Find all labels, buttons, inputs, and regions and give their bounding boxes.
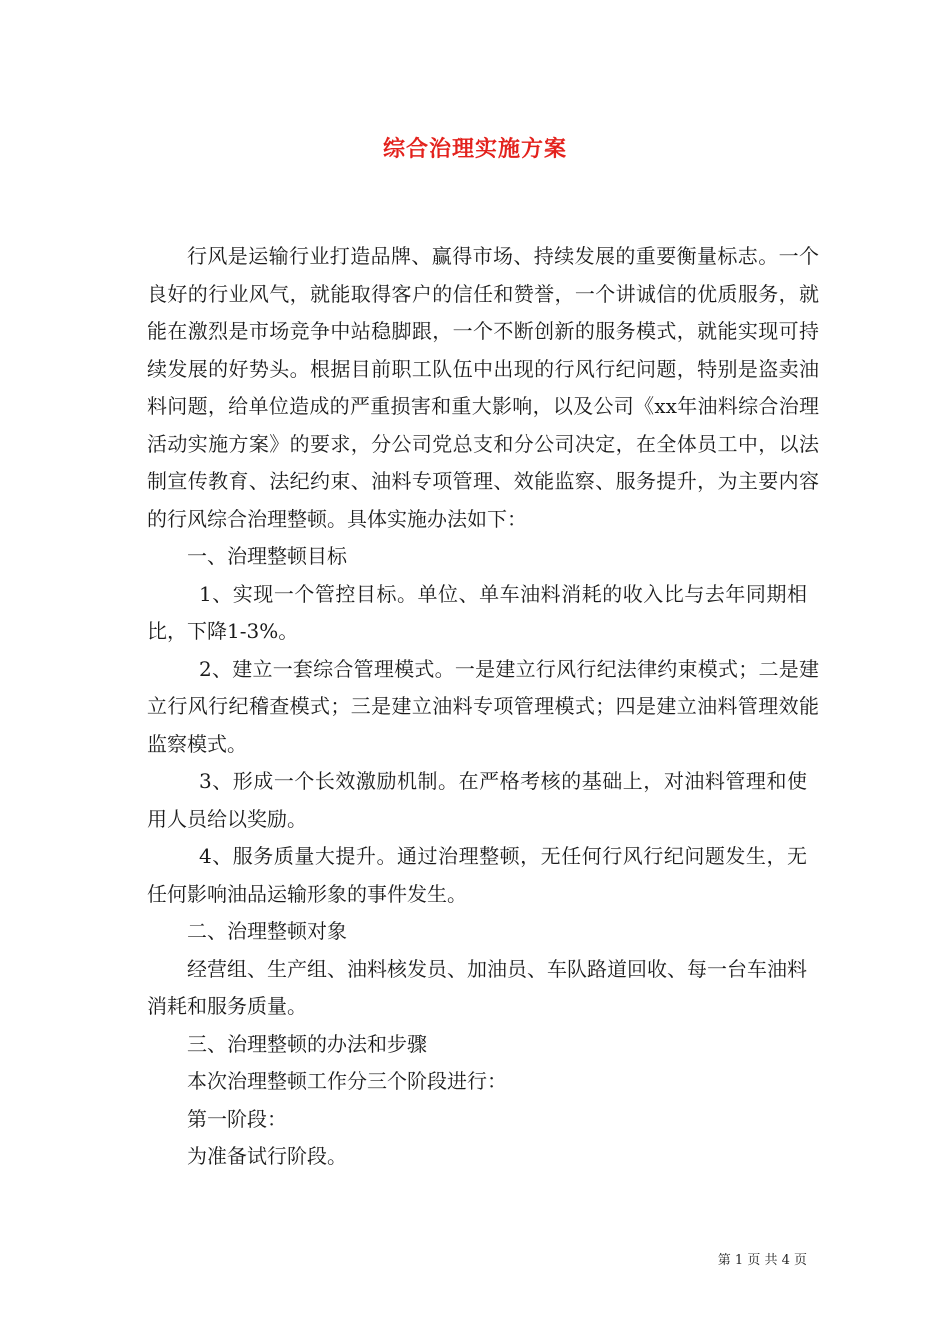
paragraph-stages: 本次治理整顿工作分三个阶段进行： [187,1069,507,1093]
paragraph-targets: 经营组、生产组、油料核发员、加油员、车队路道回收、每一台车油料消耗和服务质量。 [147,956,807,1018]
list-item-goal-1: 1、实现一个管控目标。单位、单车油料消耗的收入比与去年同期相比，下降1-3%。 [147,581,807,643]
list-item-goal-2: 2、建立一套综合管理模式。一是建立行风行纪法律约束模式；二是建立行风行纪稽查模式；三是建立油料专项管理模式；四是建立油料管理效能监察模式。 [147,656,819,756]
section-heading-steps: 三、治理整顿的办法和步骤 [187,1031,427,1056]
list-item-goal-3: 3、形成一个长效激励机制。在严格考核的基础上，对油料管理和使用人员给以奖励。 [147,769,807,831]
paragraph-stage-1-label: 第一阶段： [187,1106,287,1131]
section-heading-targets: 二、治理整顿对象 [187,919,347,943]
page-number: 第 1 页 共 4 页 [717,1253,807,1268]
section-heading-goals: 一、治理整顿目标 [187,544,347,568]
document-title: 综合治理实施方案 [382,137,567,162]
list-item-goal-4: 4、服务质量大提升。通过治理整顿，无任何行风行纪问题发生，无任何影响油品运输形象的事件发生。 [147,844,807,906]
paragraph-intro: 行风是运输行业打造品牌、赢得市场、持续发展的重要衡量标志。一个良好的行业风气，就能取得客户的信任和赞誉，一个讲诚信的优质服务，就能在激烈是市场竞争中站稳脚跟，一个不断创新的服务模式，就能实现可持续发展的好势头。根据目前职工队伍中出现的行风行纪问题，特别是盗卖油料问题，给单位造成的严重损害和重大影响，以及公司《xx年油料综合治理活动实施方案》的要求，分公司党总支和分公司决定，在全体员工中，以法制宣传教育、法纪约束、油料专项管理、效能监察、服务提升，为主要内容的行风综合治理整顿。具体实施办法如下： [147,244,819,531]
paragraph-stage-1-desc: 为准备试行阶段。 [187,1144,347,1168]
document-body [147,238,819,1176]
